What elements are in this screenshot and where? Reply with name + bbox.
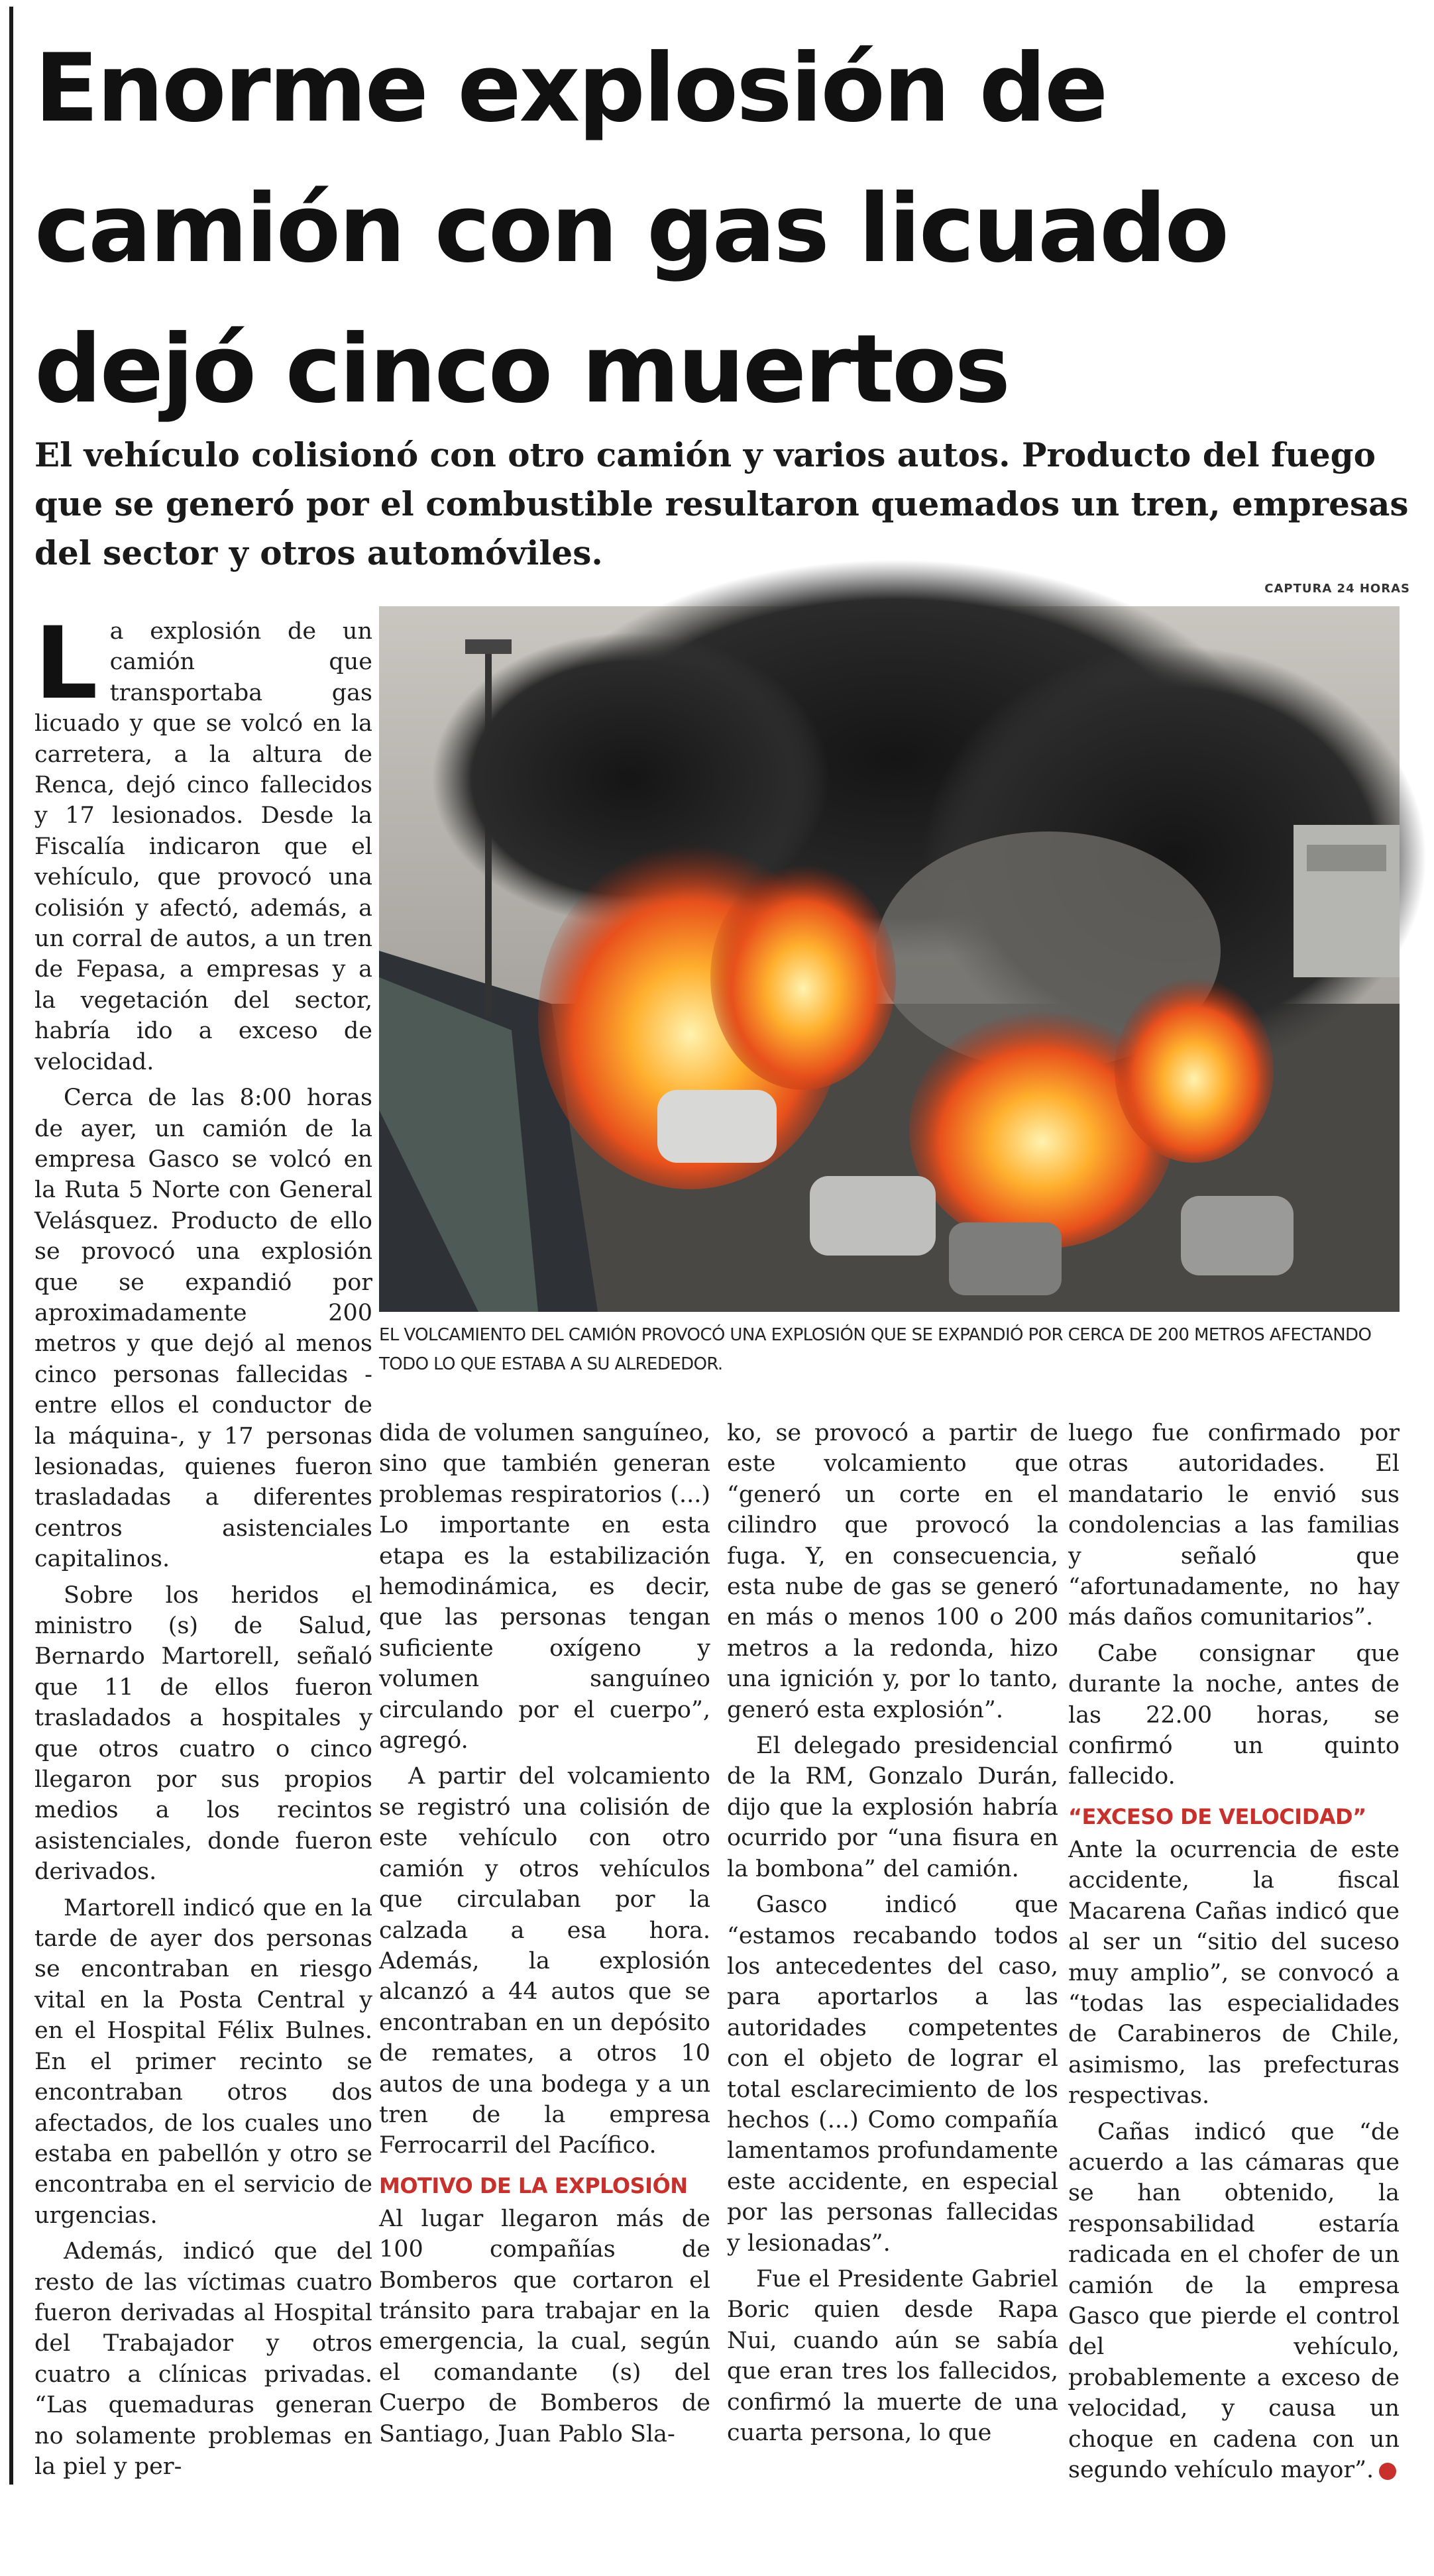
explosion-photo (379, 606, 1400, 1312)
paragraph: Gasco indicó que “estamos recabando todos los antecedentes del caso, para aportarlos a las autoridades competentes con el objeto de lograr el total esclarecimiento de los hechos (...) Como compañía lamentamos profundamente este accidente, en especial por las personas fallecidas y lesionadas”. (727, 1892, 1058, 2257)
paragraph: A partir del volcamiento se registró una colisión de este vehículo con otro camión y otros vehículos que circulaban por la calzada a esa hora. Además, la explosión alcanzó a 44 autos que se encontraban en un depósito de remates, a otros 10 autos de una bodega y a un tren de la empresa Ferrocarril del Pacífico. (379, 1763, 710, 2159)
end-of-article-icon: ✪ (1379, 2463, 1396, 2480)
article-column-2 (379, 1418, 710, 2485)
article-column-3 (727, 1418, 1058, 2485)
fire-scene-illustration (379, 606, 1400, 1312)
paragraph: La explosión de un camión que transportaba gas licuado y que se volcó en la carretera, a la altura de Renca, dejó cinco fallecidos y 17 lesionados. Desde la Fiscalía indicaron que el vehículo, que provocó una colisión y afectó, además, a un corral de autos, a un tren de Fepasa, a empresas y a la vegetación del sector, habría ido a exceso de velocidad. (34, 606, 372, 1075)
paragraph: Cañas indicó que “de acuerdo a las cámaras que se han obtenido, la responsabilidad estaría radicada en el chofer de un camión de la empresa Gasco que pierde el control del vehículo, probablemente a exceso de velocidad, y causa un choque en cadena con un segundo vehículo mayor”. ✪ (1068, 2118, 1419, 2483)
paragraph: Cabe consignar que durante la noche, antes de las 22.00 horas, se confirmó un quinto fallecido. (1068, 1640, 1400, 1790)
paragraph: Martorell indicó que en la tarde de ayer dos personas se encontraban en riesgo vital en la Posta Central y en el Hospital Félix Bulnes. En el primer recinto se encontraban otros dos afectados, de los cuales uno estaba en pabellón y otro se encontraba en el servicio de urgencias. (34, 1894, 372, 2229)
section-heading: MOTIVO DE LA EXPLOSIÓN (379, 2173, 688, 2198)
paragraph: Cerca de las 8:00 horas de ayer, un camión de la empresa Gasco se volcó en la Ruta 5 Norte con General Velásquez. Producto de ello se provocó una explosión que se expandió por aproximadamente 200 metros y que dejó al menos cinco personas fallecidas -entre ellos el conductor de la máquina-, y 17 personas lesionadas, quienes fueron trasladadas a diferentes centros asistenciales capitalinos. (34, 1085, 372, 1573)
paragraph: dida de volumen sanguíneo, sino que también generan problemas respiratorios (...) Lo importante en esta etapa es la estabilización hemodinámica, es decir, que las personas tengan suficiente oxígeno y volumen sanguíneo circulando por el cuerpo”, agregó. (379, 1420, 710, 1754)
headline: Enorme explosión de camión con gas licuado dejó cinco muertos (34, 34, 1228, 424)
paragraph: Sobre los heridos el ministro (s) de Salud, Bernardo Martorell, señaló que 11 de ellos fueron trasladados a hospitales y que otros cuatro o cinco llegaron por sus propios medios a los recintos asistenciales, donde fueron derivados. (34, 1582, 372, 1886)
paragraph: Al lugar llegaron más de 100 compañías de Bomberos que cortaron el tránsito para trabajar en la emergencia, la cual, según el comandante (s) del Cuerpo de Bomberos de Santiago, Juan Pablo Sla- (379, 2205, 710, 2447)
paragraph: Fue el Presidente Gabriel Boric quien desde Rapa Nui, cuando aún se sabía que eran tres los fallecidos, confirmó la muerte de una cuarta persona, lo que (727, 2265, 1058, 2446)
photo-caption: EL VOLCAMIENTO DEL CAMIÓN PROVOCÓ UNA EXPLOSIÓN QUE SE EXPANDIÓ POR CERCA DE 200 METROS AFECTANDO TODO LO QUE ESTABA A SU ALREDEDOR. (379, 1325, 1372, 1374)
photo-credit: CAPTURA 24 HORAS (1264, 582, 1410, 596)
paragraph: Ante la ocurrencia de este accidente, la fiscal Macarena Cañas indicó que al ser un “sitio del suceso muy amplio”, se convocó a “todas las especialidades de Carabineros de Chile, asimismo, las prefecturas respectivas. (1068, 1836, 1400, 2110)
article-column-4 (1068, 1418, 1419, 2485)
paragraph: El delegado presidencial de la RM, Gonzalo Durán, dijo que la explosión habría ocurrido por “una fisura en la bombona” del camión. (727, 1733, 1058, 1882)
paragraph: Además, indicó que del resto de las víctimas cuatro fueron derivadas al Hospital del Trabajador y otros cuatro a clínicas privadas. “Las quemaduras generan no solamente problemas en la piel y per- (34, 2238, 372, 2480)
paragraph: ko, se provocó a partir de este volcamiento que “generó un corte en el cilindro que provocó la fuga. Y, en consecuencia, esta nube de gas se generó en más o menos 100 o 200 metros a la redonda, hizo una ignición y, por lo tanto, generó esta explosión”. (727, 1420, 1058, 1723)
section-heading: “EXCESO DE VELOCIDAD” (1068, 1803, 1366, 1829)
paragraph: luego fue confirmado por otras autoridades. El mandatario le envió sus condolencias a las familias y señaló que “afortunadamente, no hay más daños comunitarios”. (1068, 1420, 1400, 1631)
subheadline: El vehículo colisionó con otro camión y varios autos. Producto del fuego que se generó por el combustible resultaron quemados un tren, empresas del sector y otros automóviles. (34, 435, 1409, 572)
page-edge-rule (9, 7, 13, 2485)
article-column-1 (34, 606, 372, 2485)
drop-cap: L (34, 606, 98, 722)
